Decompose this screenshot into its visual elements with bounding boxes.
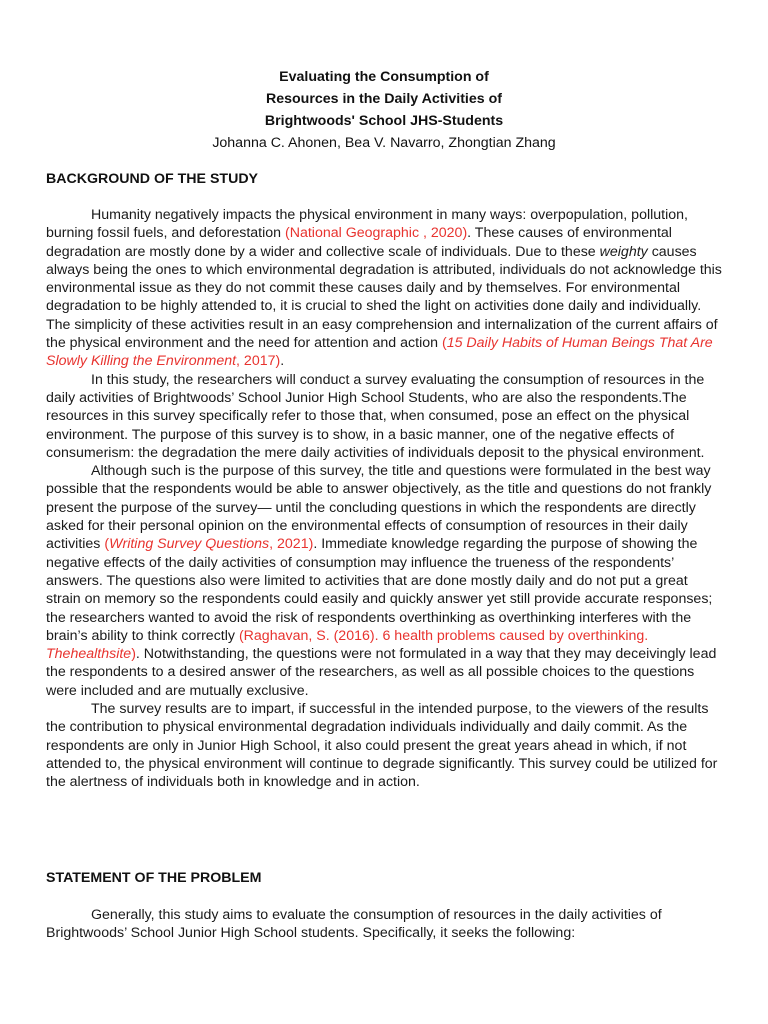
problem-heading: STATEMENT OF THE PROBLEM [46, 870, 262, 886]
text-span: . These causes of environmental degradation are mostly done by a wider and collective scale of individuals. Due to these [46, 225, 672, 260]
citation-open: ( [104, 536, 110, 553]
background-paragraph-2: In this study, the researchers will conduct a survey evaluating the consumption of resources in the daily activities of Brightwoods’ School Junior High School Students, who are also the respondents.The resources in this survey specifically refer to those that, when consumed, pose an effect on the physical environment. The purpose of this survey is to show, in a basic manner, one of the negative effects of consumerism: the degradation the mere daily activities of individuals deposit to the physical environment. [46, 371, 705, 461]
title-block [0, 66, 768, 154]
text-span: . Immediate knowledge regarding the purpose of showing the negative effects of the daily activities of consumption may influence the trueness of the respondents’ answers. The questions also were limited to activities that are done mostly daily and do not put a great strain on memory so the respondents could easily and quickly answer yet still provide accurate responses; the researchers wanted to avoid the risk of respondents overthinking as overthinking interferes with the brain’s ability to think correctly [46, 536, 713, 644]
text-span: Humanity negatively impacts the physical environment in many ways: overpopulation, pollution, burning fossil fuels, and deforestation [46, 207, 688, 242]
citation-title: Thehealthsite [46, 646, 132, 663]
title-line-1: Evaluating the Consumption of [279, 69, 489, 85]
citation-close: ) [131, 646, 136, 663]
citation-close: , 2017) [236, 353, 281, 370]
background-paragraph-3 [46, 462, 724, 700]
citation-title: Writing Survey Questions [109, 536, 270, 553]
title-line-2: Resources in the Daily Activities of [265, 91, 502, 107]
emphasis-text: weighty [599, 243, 648, 260]
citation-text: (Raghavan, S. (2016). 6 health problems caused by overthinking. [238, 627, 649, 644]
background-section [46, 206, 724, 792]
text-span: Although such is the purpose of this survey, the title and questions were formulated in the best way possible that the respondents would be able to answer objectively, as the title and questions do not frankly present the purpose of the survey— until the concluding questions in which the respondents are directly asked for their personal opinion on the environmental effects of consumption of resources in their daily activities [46, 463, 712, 553]
problem-paragraph-1: Generally, this study aims to evaluate the consumption of resources in the daily activities of Brightwoods’ School Junior High School students. Specifically, it seeks the following: [46, 907, 662, 942]
text-span: . [280, 353, 285, 370]
citation-open: ( [441, 335, 447, 352]
background-heading: BACKGROUND OF THE STUDY [46, 171, 259, 187]
citation-national-geographic: (National Geographic , 2020) [284, 225, 468, 242]
text-span: . Notwithstanding, the questions were not formulated in a way that they may deceivingly lead the respondents to a desired answer of the researchers, as well as all possible choices to the questions were included and are mutually exclusive. [46, 646, 717, 699]
background-paragraph-1 [46, 206, 724, 371]
citation-writing-survey-questions [104, 536, 313, 552]
background-paragraph-4: The survey results are to impart, if successful in the intended purpose, to the viewers of the results the contribution to physical environmental degradation individuals individually and daily commit. As the respondents are only in Junior High School, it also could present the great years ahead in which, if not attended to, the physical environment will continue to degrade significantly. This survey could be utilized for the alertness of individuals both in knowledge and in action. [46, 701, 718, 791]
text-span: causes always being the ones to which environmental degradation is attributed, individuals do not acknowledge this environmental issue as they do not commit these causes daily and by themselves. For environmental degradation to be highly attended to, it is crucial to shed the light on activities done daily and individually. The simplicity of these activities result in an easy comprehension and internalization of the current affairs of the physical environment and the need for attention and action [46, 243, 722, 352]
authors: Johanna C. Ahonen, Bea V. Navarro, Zhongtian Zhang [212, 135, 556, 151]
citation-close: , 2021) [269, 536, 314, 553]
problem-section [46, 906, 724, 943]
citation-title: 15 Daily Habits of Human Beings That Are Slowly Killing the Environment [46, 335, 713, 370]
title-line-3: Brightwoods' School JHS-Students [264, 113, 504, 129]
